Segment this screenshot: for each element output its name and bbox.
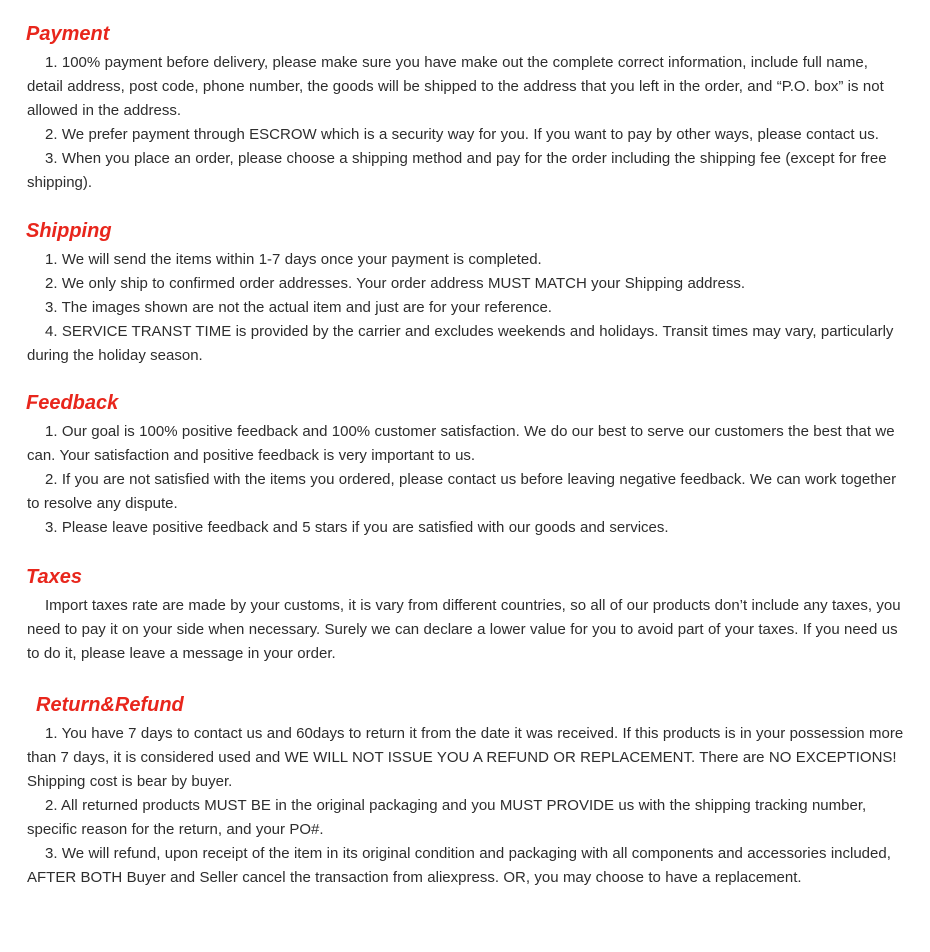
section-body-return-refund: [0, 722, 930, 891]
section-title-payment: Payment: [26, 23, 110, 45]
paragraph: Import taxes rate are made by your customs, it is vary from different countries, so all of our products don’t include any taxes, you need to pay it on your side when necessary. Surely we can declare a lower value for you to avoid part of your taxes. If you need us to do it, please leave a message in your order.: [27, 596, 901, 662]
paragraph: 3. We will refund, upon receipt of the item in its original condition and packaging with all components and accessories included, AFTER BOTH Buyer and Seller cancel the transaction from aliexpress. OR, you may choose to have a replacement.: [27, 845, 891, 887]
section-body-shipping: [0, 248, 930, 368]
section-title-shipping: Shipping: [26, 219, 112, 242]
paragraph: 1. You have 7 days to contact us and 60days to return it from the date it was received. If this products is in your possession more than 7 days, it is considered used and WE WILL NOT ISSUE YOU A REFUND OR REPLACEMENT. There are NO EXCEPTIONS! Shipping cost is bear by buyer.: [27, 724, 904, 790]
section-title-taxes: Taxes: [26, 565, 82, 588]
paragraph: 3. The images shown are not the actual item and just are for your reference.: [45, 298, 552, 316]
paragraph: 1. We will send the items within 1-7 days once your payment is completed.: [45, 250, 542, 268]
paragraph: 2. If you are not satisfied with the items you ordered, please contact us before leaving negative feedback. We can work together to resolve any dispute.: [27, 471, 897, 513]
paragraph: 3. When you place an order, please choose a shipping method and pay for the order including the shipping fee (except for free shipping).: [27, 150, 887, 192]
section-feedback: [0, 391, 930, 540]
paragraph: 1. 100% payment before delivery, please make sure you have make out the complete correct information, include full name, detail address, post code, phone number, the goods will be shipped to the address that you left in the order, and “P.O. box” is not allowed in the address.: [27, 54, 884, 120]
paragraph: 3. Please leave positive feedback and 5 stars if you are satisfied with our goods and services.: [45, 519, 669, 537]
section-title-return-refund: Return&Refund: [36, 693, 184, 716]
paragraph: 4. SERVICE TRANST TIME is provided by the carrier and excludes weekends and holidays. Transit times may vary, particularly during the holiday season.: [27, 322, 894, 364]
section-shipping: [0, 219, 930, 368]
section-taxes: [0, 565, 930, 666]
section-title-feedback: Feedback: [26, 392, 119, 415]
section-body-feedback: [0, 420, 930, 540]
section-payment: [0, 22, 930, 196]
paragraph: 2. All returned products MUST BE in the original packaging and you MUST PROVIDE us with the shipping tracking number, specific reason for the return, and your PO#.: [27, 797, 867, 839]
paragraph: 1. Our goal is 100% positive feedback and 100% customer satisfaction. We do our best to serve our customers the best that we can. Your satisfaction and positive feedback is very important to us.: [27, 423, 895, 465]
paragraph: 2. We only ship to confirmed order addresses. Your order address MUST MATCH your Shipping address.: [45, 274, 745, 292]
policy-document: [0, 22, 930, 952]
paragraph: 2. We prefer payment through ESCROW which is a security way for you. If you want to pay by other ways, please contact us.: [45, 126, 879, 144]
section-body-taxes: [0, 594, 930, 666]
section-body-payment: [0, 51, 930, 196]
section-return-refund: [0, 693, 930, 891]
